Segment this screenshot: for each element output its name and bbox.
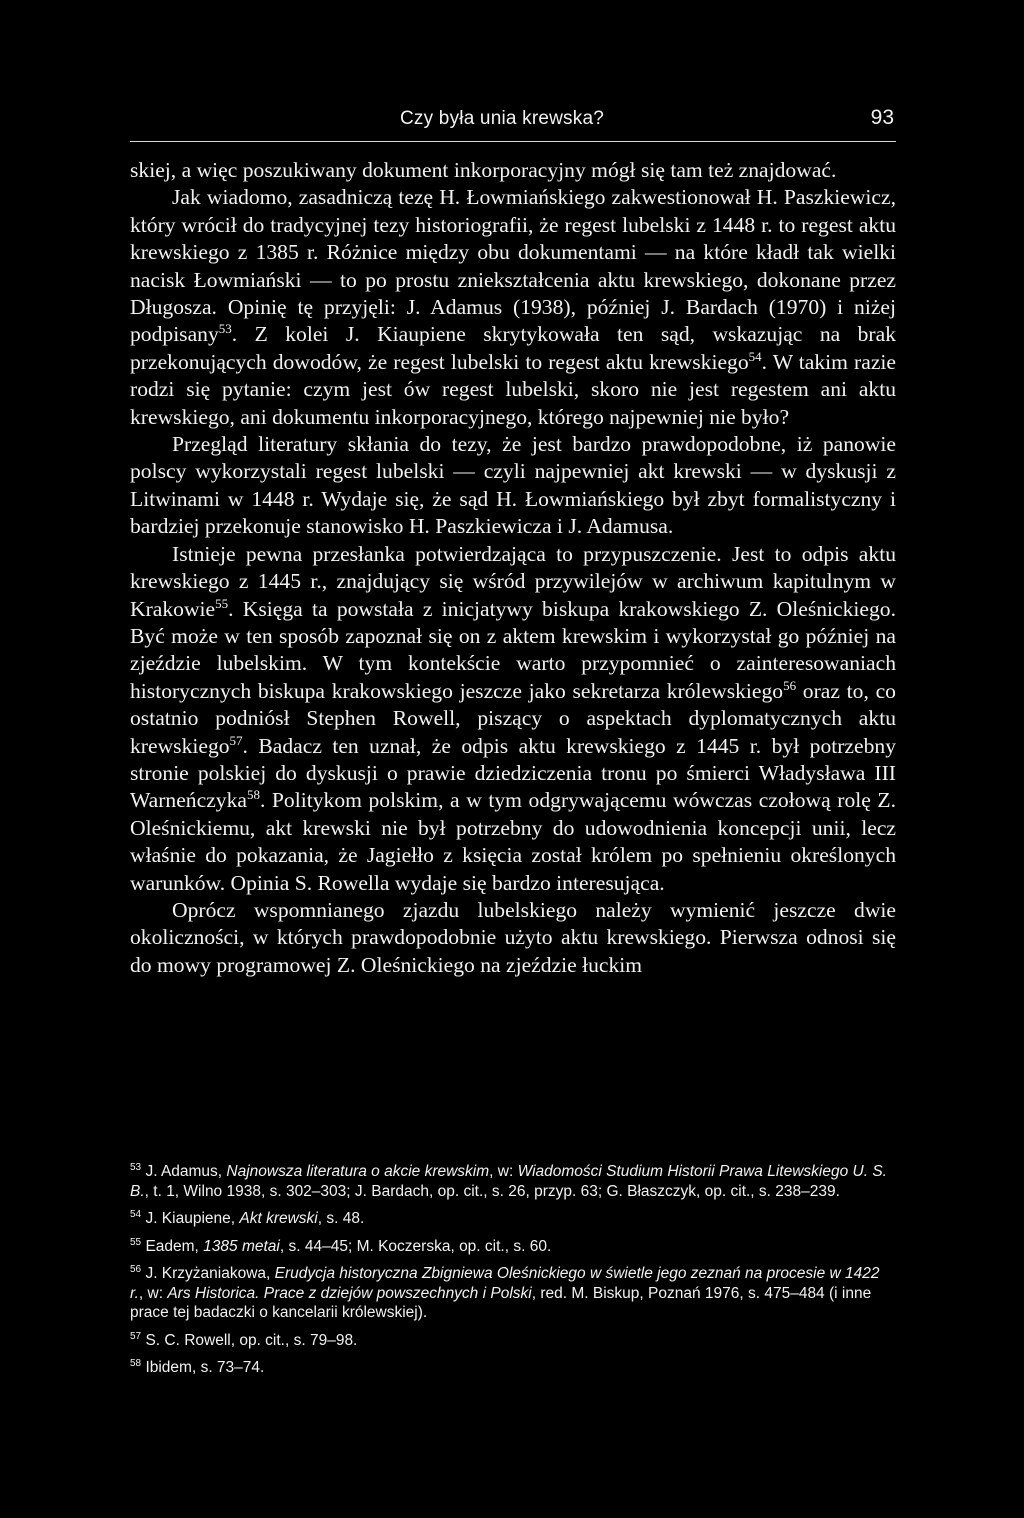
- text-run: S. C. Rowell, op. cit., s. 79–98.: [145, 1331, 358, 1349]
- footnote: [130, 1209, 896, 1229]
- text-run: . W takim razie rodzi się pytanie: czym jest ów regest lubelski, skoro nie jest regestem ani aktu krewskiego, ani dokumentu inkorporacyjnego, którego najpewniej nie było?: [130, 349, 896, 429]
- italic-title: 1385 metai: [203, 1237, 280, 1255]
- paragraph: [130, 897, 896, 979]
- italic-title: Ars Historica. Prace z dziejów powszechnych i Polski: [167, 1284, 532, 1302]
- text-run: Przegląd literatury skłania do tezy, że jest bardzo prawdopodobne, iż panowie polscy wykorzystali regest lubelski — czyli najpewniej akt krewski — w dyskusji z Litwinami w 1448 r. Wydaje się, że sąd H. Łowmiańskiego był zbyt formalistyczny i bardziej przekonuje stanowisko H. Paszkiewicza i J. Adamusa.: [130, 432, 896, 539]
- text-run: . Księga ta powstała z inicjatywy biskupa krakowskiego Z. Oleśnickiego. Być może w ten sposób zapoznał się on z aktem krewskim i wykorzystał go później na zjeździe lubelskim. W tym kontekście warto przypomnieć o zainteresowaniach historycznych biskupa krakowskiego jeszcze jako sekretarza królewskiego: [130, 596, 896, 703]
- text-run: . Z kolei J. Kiaupiene skrytykowała ten sąd, wskazując na brak przekonujących dowodów, że regest lubelski to regest aktu krewskiego: [130, 322, 896, 374]
- text-run: . Politykom polskim, a w tym odgrywającemu wówczas czołową rolę Z. Oleśnickiemu, akt krewski nie był potrzebny do udowodnienia koncepcji unii, lecz właśnie do pokazania, że Jagiełło z księcia został królem po spełnieniu określonych warunków. Opinia S. Rowella wydaje się bardzo interesująca.: [130, 788, 896, 895]
- header-rule: [130, 141, 896, 142]
- text-run: , w:: [138, 1284, 168, 1302]
- text-run: Jak wiadomo, zasadniczą tezę H. Łowmiańskiego zakwestionował H. Paszkiewicz, który wrócił do tradycyjnej tezy historiografii, że regest lubelski z 1448 r. to regest aktu krewskiego z 1385 r. Różnice między obu dokumentami — na które kładł tak wielki nacisk Łowmiański — to po prostu zniekształcenia aktu krewskiego, dokonane przez Długosza. Opinię tę przyjęli: J. Adamus (1938), później J. Bardach (1970) i niżej podpisany: [130, 185, 896, 347]
- page-number: 93: [870, 106, 894, 129]
- text-run: , w:: [489, 1163, 518, 1180]
- text-run: Oprócz wspomnianego zjazdu lubelskiego należy wymienić jeszcze dwie okoliczności, w których prawdopodobnie użyto aktu krewskiego. Pierwsza odnosi się do mowy programowej Z. Oleśnickiego na zjeździe łuckim: [130, 897, 896, 977]
- text-run: . Badacz ten uznał, że odpis aktu krewskiego z 1445 r. był potrzebny stronie polskiej do dyskusji o prawie dziedziczenia tronu po śmierci Władysława III Warneńczyka: [130, 733, 896, 813]
- footnote: [130, 1237, 896, 1257]
- footnote: [130, 1162, 896, 1201]
- text-run: , t. 1, Wilno 1938, s. 302–303; J. Bardach, op. cit., s. 26, przyp. 63; G. Błaszczyk, op. cit., s. 238–239.: [144, 1182, 840, 1200]
- footnote: [130, 1264, 896, 1323]
- footnote-ref: 54: [748, 348, 762, 364]
- footnotes: [130, 1162, 896, 1386]
- footnote-ref: 58: [246, 787, 260, 803]
- text-run: J. Krzyżaniakowa,: [145, 1265, 275, 1282]
- paragraph: [130, 541, 896, 897]
- italic-title: Erudycja historyczna Zbigniewa Oleśnickiego w świetle jego zeznań na procesie w 1422 r.: [130, 1265, 880, 1302]
- text-run: J. Adamus,: [145, 1163, 227, 1180]
- footnote-ref: 57: [229, 732, 243, 748]
- paragraph: [130, 157, 896, 184]
- running-title: Czy była unia krewska?: [400, 108, 604, 129]
- text-run: oraz to, co ostatnio podniósł Stephen Rowell, piszący o aspektach dyplomatycznych aktu krewskiego: [130, 678, 896, 758]
- text-run: , s. 44–45; M. Koczerska, op. cit., s. 60.: [279, 1237, 552, 1255]
- italic-title: Najnowsza literatura o akcie krewskim: [226, 1163, 490, 1180]
- footnote-number: 54: [130, 1208, 142, 1220]
- italic-title: Wiadomości Studium Historii Prawa Litewskiego U. S. B.: [130, 1163, 887, 1200]
- italic-title: Akt krewski: [239, 1210, 318, 1227]
- paragraph: [130, 431, 896, 541]
- paragraph: [130, 184, 896, 431]
- running-header: [130, 108, 894, 138]
- text-run: Istnieje pewna przesłanka potwierdzająca to przypuszczenie. Jest to odpis aktu krewskiego z 1445 r., znajdujący się wśród przywilejów w archiwum kapitulnym w Krakowie: [130, 541, 896, 621]
- footnote: [130, 1358, 896, 1378]
- footnote-number: 53: [130, 1161, 142, 1173]
- text-run: Eadem,: [145, 1237, 204, 1255]
- main-text: [130, 157, 896, 979]
- text-run: skiej, a więc poszukiwany dokument inkorporacyjny mógł się tam też znajdować.: [130, 158, 837, 182]
- footnote: [130, 1331, 896, 1351]
- footnote-ref: 53: [218, 321, 232, 337]
- text-run: J. Kiaupiene,: [145, 1210, 240, 1227]
- text-run: , red. M. Biskup, Poznań 1976, s. 475–484 (i inne prace tej badaczki o kancelarii królewskiej).: [130, 1284, 872, 1321]
- footnote-number: 55: [130, 1236, 142, 1248]
- footnote-ref: 56: [783, 677, 797, 693]
- footnote-number: 57: [130, 1330, 142, 1342]
- text-run: , s. 48.: [317, 1210, 365, 1227]
- footnote-number: 58: [130, 1357, 142, 1369]
- footnote-ref: 55: [215, 595, 229, 611]
- text-run: Ibidem, s. 73–74.: [145, 1359, 265, 1376]
- footnote-number: 56: [130, 1263, 142, 1275]
